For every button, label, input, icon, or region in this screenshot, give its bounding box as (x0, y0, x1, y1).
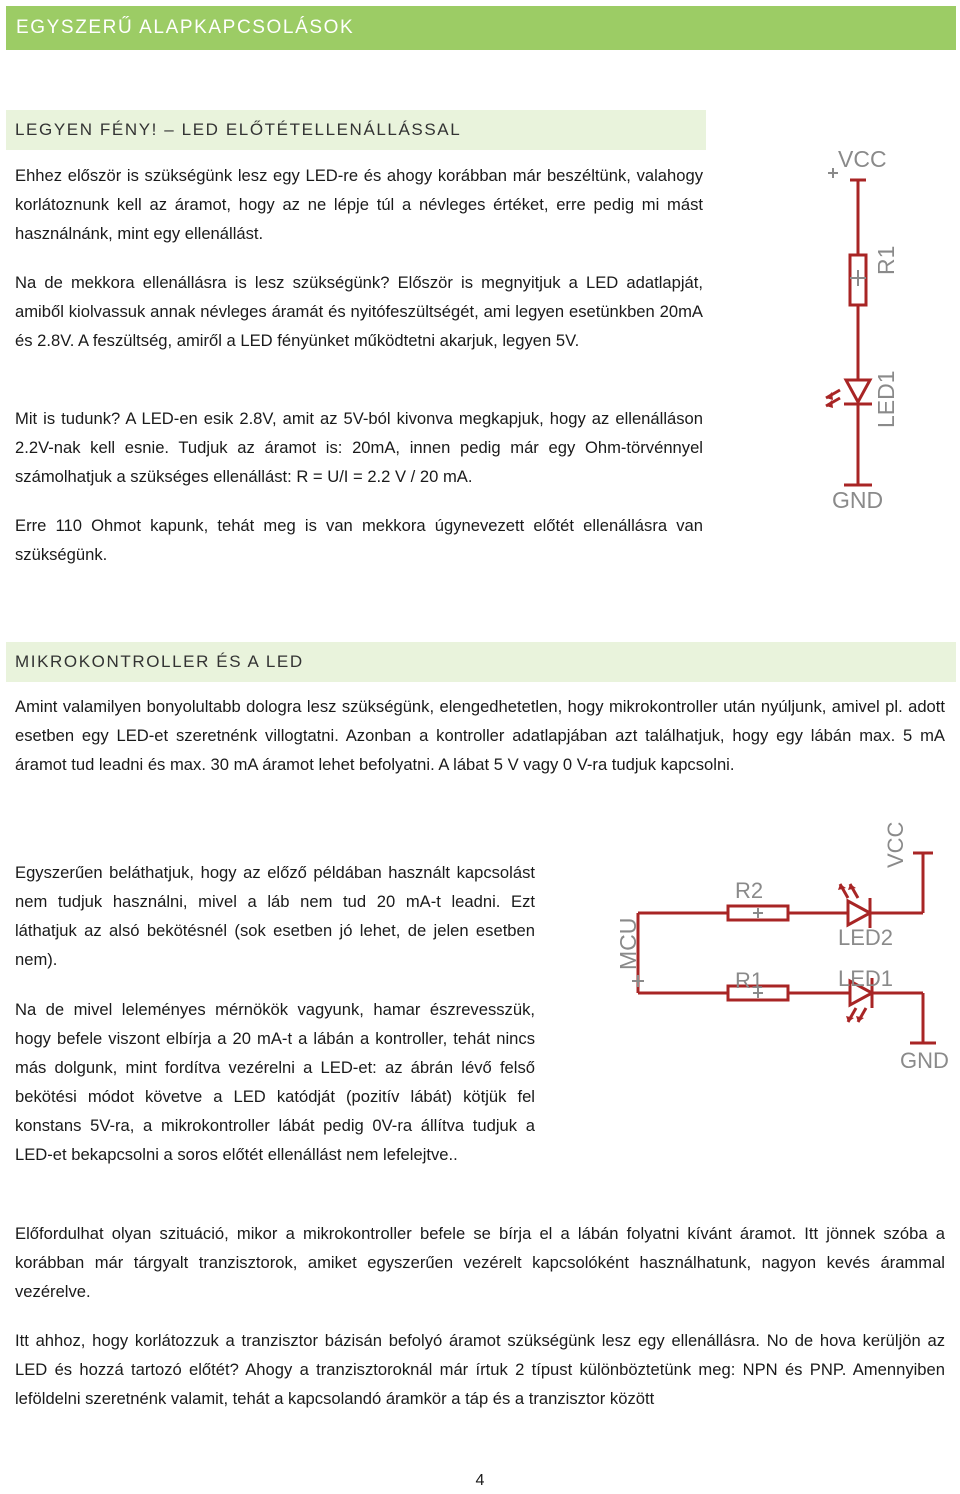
led1-label-mcu: LED1 (838, 966, 894, 991)
section2-intro (15, 692, 945, 779)
led-resistor-schematic (810, 140, 930, 520)
led2-label: LED2 (838, 925, 894, 950)
r1-label-mcu: R1 (735, 968, 764, 993)
vcc-label: VCC (838, 146, 887, 172)
gnd-label: GND (832, 487, 884, 513)
section1-paragraph-4: Erre 110 Ohmot kapunk, tehát meg is van mekkora úgynevezett előtét ellenállásra van szükségünk. (15, 516, 703, 564)
section2-paragraph-5: Itt ahhoz, hogy korlátozzuk a tranzisztor bázisán befolyó áramot szükségünk lesz egy ellenállásra. No de hova kerüljön az LED és hozzá tartozó előtét? Ahogy a tranzisztoroknál már írtuk 2 típust különböztetünk meg: NPN és PNP. Amennyiben leföldelni szeretnénk valamit, tehát a kapcsolandó áramkör a táp és a tranzisztor között (15, 1331, 945, 1408)
section1-paragraph-2: Na de mekkora ellenállásra is lesz szükségünk? Először is megnyitjuk a LED adatlapját, amiből kiolvassuk annak névleges áramát és nyitófeszültségét, ami legyen esetünkben 20mA és 2.8V. A feszültség, amiről a LED fényünket működtetni akarjuk, legyen 5V. (15, 273, 703, 350)
section1-paragraph-1: Ehhez először is szükségünk lesz egy LED-re és ahogy korábban már beszéltünk, valahogy korlátoznunk kell az áramot, hogy az ne lépje túl a névleges értéket, erre pedig mi mást használnánk, mint egy ellenállást. (15, 166, 703, 243)
gnd-label-mcu: GND (900, 1048, 949, 1073)
r1-label: R1 (873, 245, 899, 275)
section-heading-led: LEGYEN FÉNY! – LED ELŐTÉTELLENÁLLÁSSAL (6, 110, 706, 150)
page-number: 4 (475, 1472, 485, 1489)
section2-intro-text: Amint valamilyen bonyolultabb dologra lesz szükségünk, elengedhetetlen, hogy mikrokontroller után nyúljunk, amivel pl. adott esetben egy LED-et szeretnénk villogtatni. Azonban a kontroller adatlapjában azt találhatjuk, hogy egy lábán max. 5 mA áramot tud leadni és max. 30 mA áramot lehet befolyatni. A lábat 5 V vagy 0 V-ra tudjuk kapcsolni. (15, 697, 945, 774)
section2-paragraph-2: Egyszerűen beláthatjuk, hogy az előző példában használt kapcsolást nem tudjuk használni, mivel a láb nem tud 20 mA-t leadni. Ezt láthatjuk az alsó bekötésnél (sok esetben jó lehet, de jelen esetben nem). (15, 863, 535, 969)
page-header-title: EGYSZERŰ ALAPKAPCSOLÁSOK (16, 17, 355, 38)
r2-label: R2 (735, 878, 764, 903)
led1-label: LED1 (873, 370, 899, 428)
mcu-label: MCU (615, 917, 641, 970)
section2-paragraph-3: Na de mivel leleményes mérnökök vagyunk, hamar észrevesszük, hogy befele viszont elbírja a 20 mA-t a lábán a kontroller, tehát nincs más dolgunk, mint fordítva vezérelni a LED-et: az ábrán lévő felső bekötési módot követve a LED katódját (pozitív lábát) kötjük fel konstans 5V-ra, a mikrokontroller lábát pedig 0V-ra állítva tudjuk a LED-et bekapcsolni a soros előtét ellenállást nem lefelejtve.. (15, 1000, 535, 1164)
mcu-led-schematic (608, 818, 960, 1078)
section1-paragraph-3: Mit is tudunk? A LED-en esik 2.8V, amit az 5V-ból kivonva megkapjuk, hogy az ellenálláson 2.2V-nak kell esnie. Tudjuk az áramot is: 20mA, innen pedig már egy Ohm-törvénnyel számolhatjuk a szükséges ellenállást: R = U/I = 2.2 V / 20 mA. (15, 409, 703, 486)
vcc-label-mcu: VCC (883, 821, 908, 868)
section2-paragraph-4: Előfordulhat olyan szituáció, mikor a mikrokontroller befele se bírja el a lábán folyatni kívánt áramot. Itt jönnek szóba a korábban már tárgyalt tranzisztorok, amiket egyszerűen vezérelt kapcsolóként használhatunk, nagyon kevés árammal vezérelve. (15, 1224, 945, 1301)
section-heading-mcu: MIKROKONTROLLER ÉS A LED (6, 642, 956, 682)
